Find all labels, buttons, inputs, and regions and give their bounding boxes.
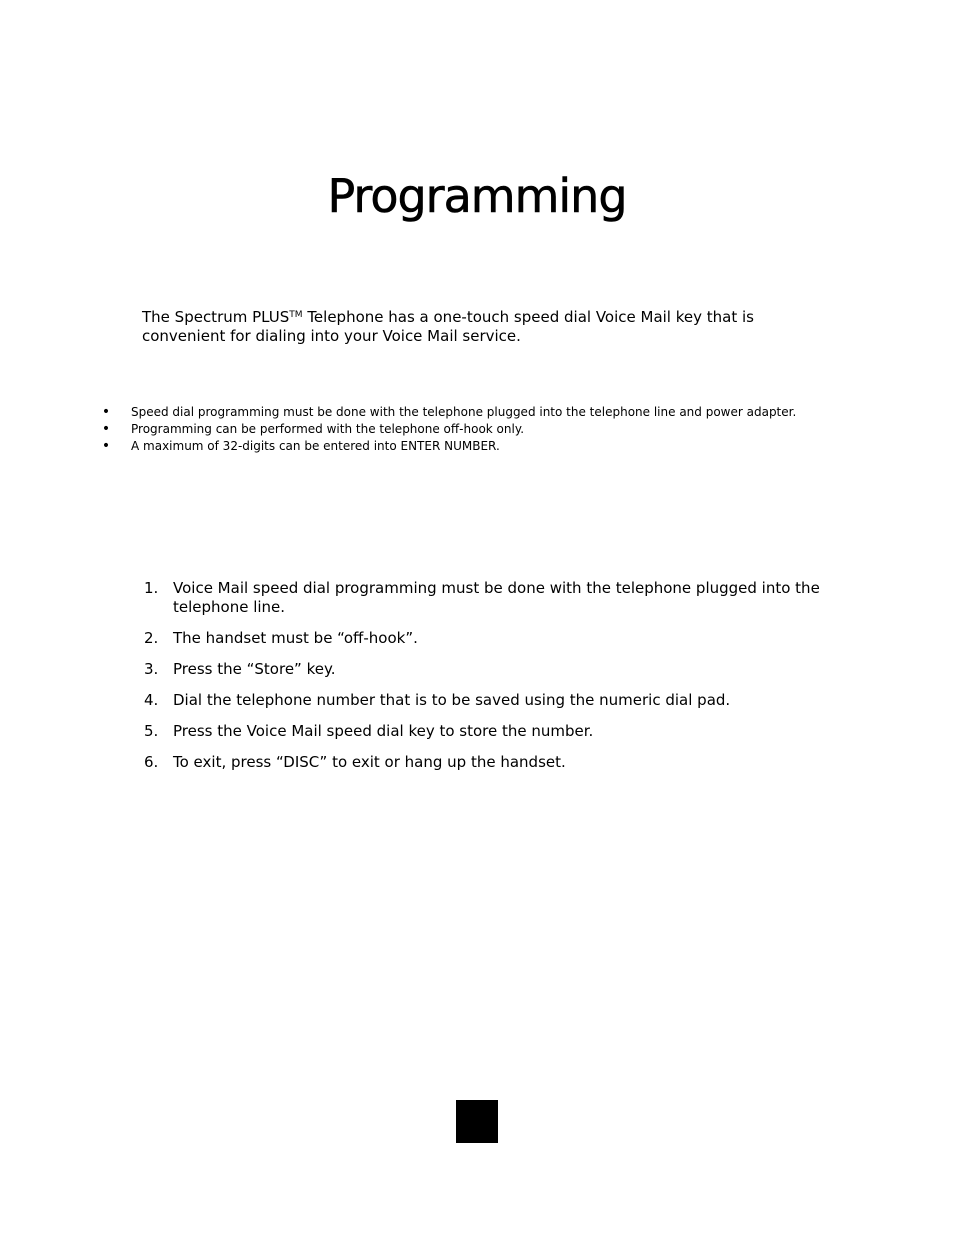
bullet-icon: • (101, 438, 111, 454)
step-item (142, 753, 832, 772)
note-item (100, 421, 860, 438)
intro-paragraph (142, 308, 832, 346)
step-number: 5. (144, 722, 159, 740)
step-item (142, 691, 832, 710)
step-text: To exit, press “DISC” to exit or hang up the handset. (173, 753, 566, 771)
step-item (142, 722, 832, 741)
step-text: Dial the telephone number that is to be saved using the numeric dial pad. (173, 691, 731, 709)
page-number-block (456, 1100, 498, 1143)
note-item (100, 404, 860, 421)
step-number: 1. (144, 579, 159, 597)
step-text: The handset must be “off-hook”. (173, 629, 418, 647)
step-text: Press the “Store” key. (173, 660, 336, 678)
note-text: Speed dial programming must be done with the telephone plugged into the telephone line and power adapter. (131, 405, 797, 419)
step-item (142, 579, 832, 617)
step-number: 4. (144, 691, 159, 709)
step-number: 3. (144, 660, 159, 678)
note-item (100, 438, 860, 455)
notes-list (100, 404, 860, 455)
step-item (142, 660, 832, 679)
intro-text-end: Telephone has a one-touch speed dial Voice Mail key that is convenient for dialing into your Voice Mail service. (142, 308, 754, 345)
step-text: Press the Voice Mail speed dial key to store the number. (173, 722, 594, 740)
page-title: Programming (327, 169, 627, 223)
note-text: Programming can be performed with the telephone off-hook only. (131, 422, 525, 436)
bullet-icon: • (101, 404, 111, 420)
step-number: 2. (144, 629, 159, 647)
step-number: 6. (144, 753, 159, 771)
intro-text-start: The Spectrum PLUS (142, 308, 290, 326)
steps-list (142, 579, 832, 784)
step-text: Voice Mail speed dial programming must be done with the telephone plugged into the telephone line. (173, 579, 820, 616)
bullet-icon: • (101, 421, 111, 437)
trademark-mark: TM (289, 310, 303, 320)
step-item (142, 629, 832, 648)
note-text: A maximum of 32-digits can be entered into ENTER NUMBER. (131, 439, 500, 453)
